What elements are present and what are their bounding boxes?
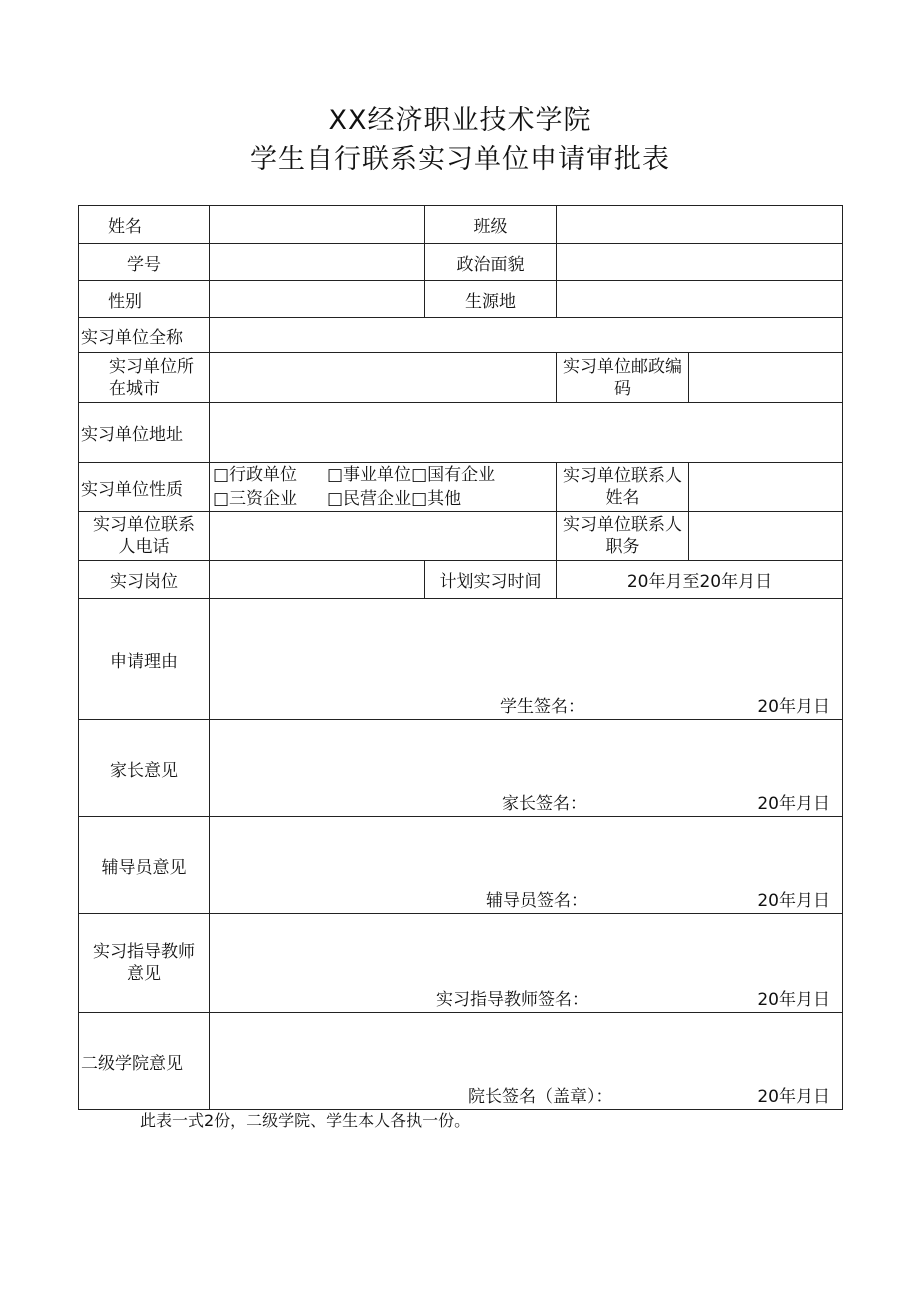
contact-phone-field[interactable]	[210, 512, 557, 561]
parent-opinion-label: 家长意见	[79, 720, 210, 817]
nature-option-private[interactable]: □民营企业	[327, 489, 412, 509]
class-label: 班级	[425, 206, 557, 244]
origin-label: 生源地	[425, 281, 557, 318]
footnote: 此表一式2份，二级学院、学生本人各执一份。	[140, 1111, 471, 1130]
position-field[interactable]	[210, 561, 425, 599]
form-title: XX经济职业技术学院	[328, 105, 592, 136]
planned-time-field[interactable]: 20年月至20年月日	[557, 561, 843, 599]
form-row-position	[79, 561, 843, 599]
company-postcode-label-line1: 实习单位邮政编	[563, 356, 682, 377]
planned-time-label: 计划实习时间	[425, 561, 557, 599]
counselor-signature-date: 20年月日	[757, 891, 830, 911]
company-address-label: 实习单位地址	[79, 403, 210, 463]
company-nature-label: 实习单位性质	[79, 463, 210, 512]
company-address-field[interactable]	[210, 403, 843, 463]
position-label: 实习岗位	[79, 561, 210, 599]
form-subtitle: 学生自行联系实习单位申请审批表	[250, 144, 670, 175]
student-id-field[interactable]	[210, 244, 425, 281]
form-row-gender	[79, 281, 843, 318]
contact-title-field[interactable]	[689, 512, 843, 561]
parent-signature-label: 家长签名：	[502, 794, 587, 814]
name-field[interactable]	[210, 206, 425, 244]
nature-option-institution[interactable]: □事业单位	[327, 465, 412, 485]
political-status-label: 政治面貌	[425, 244, 557, 281]
company-postcode-label-line2: 码	[614, 378, 631, 399]
nature-option-state-owned[interactable]: □国有企业	[411, 465, 496, 485]
form-row-parent-opinion	[79, 720, 843, 817]
nature-option-government[interactable]: □行政单位	[213, 465, 298, 485]
teacher-signature-label: 实习指导教师签名：	[436, 990, 589, 1010]
form-row-name	[79, 206, 843, 244]
gender-label: 性别	[108, 291, 142, 312]
form-row-counselor-opinion	[79, 817, 843, 914]
reason-label: 申请理由	[79, 599, 210, 720]
contact-name-label-line1: 实习单位联系人	[563, 466, 682, 486]
class-field[interactable]	[557, 206, 843, 244]
gender-field[interactable]	[210, 281, 425, 318]
name-label: 姓名	[108, 217, 142, 237]
contact-name-label-line2: 姓名	[605, 488, 640, 508]
teacher-opinion-field[interactable]	[210, 914, 843, 1013]
company-city-field[interactable]	[210, 353, 557, 403]
form-row-reason	[79, 599, 843, 720]
counselor-opinion-label: 辅导员意见	[79, 817, 210, 914]
parent-opinion-field[interactable]	[210, 720, 843, 817]
company-city-label-line2: 在城市	[109, 378, 160, 399]
contact-name-field[interactable]	[689, 463, 843, 512]
form-row-company-address	[79, 403, 843, 463]
contact-phone-label-line1: 实习单位联系	[93, 515, 195, 535]
political-status-field[interactable]	[557, 244, 843, 281]
company-nature-options	[210, 463, 557, 512]
dean-signature-date: 20年月日	[757, 1087, 830, 1107]
form-row-college-opinion	[79, 1013, 843, 1110]
contact-phone-label-line2: 人电话	[118, 537, 170, 557]
teacher-opinion-label-line2: 意见	[127, 964, 161, 984]
contact-title-label-line1: 实习单位联系人	[563, 515, 682, 535]
student-signature-date: 20年月日	[757, 697, 830, 717]
counselor-opinion-field[interactable]	[210, 817, 843, 914]
dean-signature-label: 院长签名（盖章）：	[468, 1087, 613, 1107]
parent-signature-date: 20年月日	[757, 794, 830, 814]
company-full-name-field[interactable]	[210, 318, 843, 353]
student-signature-label: 学生签名：	[500, 697, 585, 717]
contact-title-label-line2: 职务	[605, 537, 640, 557]
form-row-company-city	[79, 353, 843, 403]
teacher-opinion-label-line1: 实习指导教师	[93, 942, 195, 962]
form-row-teacher-opinion	[79, 914, 843, 1013]
student-id-label: 学号	[79, 244, 210, 281]
form-row-contact-phone	[79, 512, 843, 561]
application-form-table	[78, 205, 843, 1110]
nature-option-other[interactable]: □其他	[411, 489, 462, 509]
form-row-student-id	[79, 244, 843, 281]
teacher-signature-date: 20年月日	[757, 990, 830, 1010]
company-full-name-label: 实习单位全称	[79, 318, 210, 353]
form-row-company-name	[79, 318, 843, 353]
company-city-label-line1: 实习单位所	[109, 356, 194, 377]
form-row-company-nature	[79, 463, 843, 512]
reason-field[interactable]	[210, 599, 843, 720]
counselor-signature-label: 辅导员签名：	[486, 891, 588, 911]
company-postcode-field[interactable]	[689, 353, 843, 403]
college-opinion-label: 二级学院意见	[79, 1013, 210, 1110]
origin-field[interactable]	[557, 281, 843, 318]
college-opinion-field[interactable]	[210, 1013, 843, 1110]
nature-option-foreign[interactable]: □三资企业	[213, 489, 298, 509]
